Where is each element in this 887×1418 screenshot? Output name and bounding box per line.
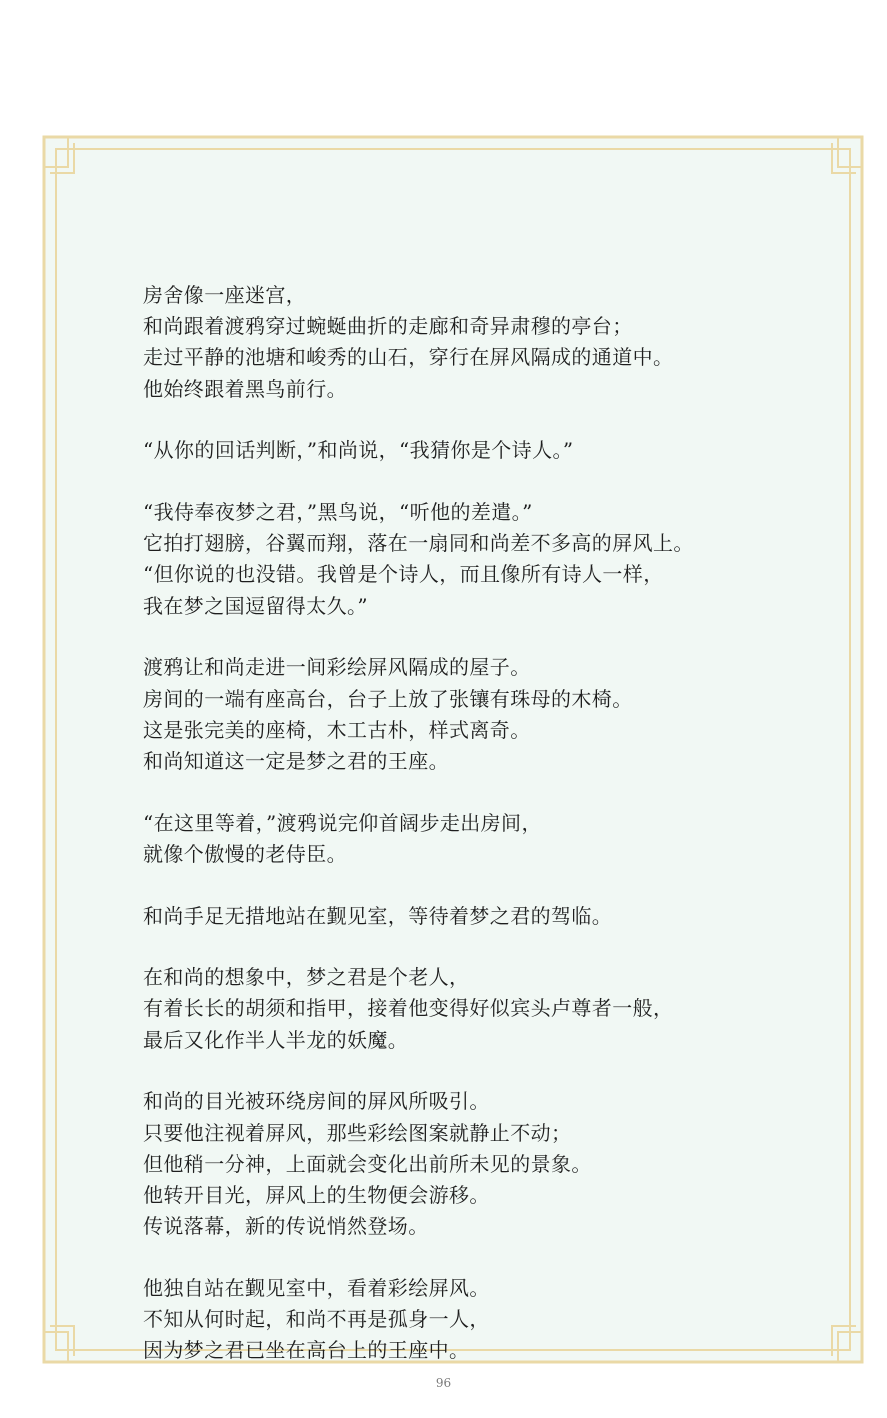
paragraph — [143, 1273, 803, 1367]
text-line: “从你的回话判断，”和尚说，“我猜你是个诗人。” — [143, 438, 574, 463]
text-line: 但他稍一分神，上面就会变化出前所未见的景象。 — [143, 1151, 592, 1176]
text-line: 和尚跟着渡鸦穿过蜿蜒曲折的走廊和奇异肃穆的亭台； — [143, 314, 633, 339]
text-line: 就像个傲慢的老侍臣。 — [143, 841, 347, 866]
text-line: 他转开目光，屏风上的生物便会游移。 — [143, 1182, 490, 1207]
text-line: 渡鸦让和尚走进一间彩绘屏风隔成的屋子。 — [143, 655, 531, 680]
text-line: 和尚手足无措地站在觐见室，等待着梦之君的驾临。 — [143, 903, 613, 928]
text-line: 因为梦之君已坐在高台上的王座中。 — [143, 1338, 470, 1363]
text-line: 有着长长的胡须和指甲，接着他变得好似宾头卢尊者一般， — [143, 996, 674, 1021]
text-line: 只要他注视着屏风，那些彩绘图案就静止不动； — [143, 1120, 572, 1145]
paragraph — [143, 435, 803, 466]
body-text — [143, 280, 803, 1397]
paragraph — [143, 652, 803, 777]
text-line: 我在梦之国逗留得太久。” — [143, 593, 369, 618]
text-line: 传说落幕，新的传说悄然登场。 — [143, 1214, 429, 1239]
text-line: 和尚的目光被环绕房间的屏风所吸引。 — [143, 1089, 490, 1114]
text-line: 他独自站在觐见室中，看着彩绘屏风。 — [143, 1275, 490, 1300]
paragraph — [143, 280, 803, 405]
text-line: 它拍打翅膀，谷翼而翔，落在一扇同和尚差不多高的屏风上。 — [143, 531, 694, 556]
paragraph — [143, 808, 803, 870]
text-line: 在和尚的想象中，梦之君是个老人， — [143, 965, 470, 990]
paragraph — [143, 901, 803, 932]
text-line: 和尚知道这一定是梦之君的王座。 — [143, 748, 449, 773]
paragraph — [143, 497, 803, 622]
text-line: 这是张完美的座椅，木工古朴，样式离奇。 — [143, 717, 531, 742]
paragraph — [143, 962, 803, 1056]
text-line: “在这里等着，”渡鸦说完仰首阔步走出房间， — [143, 810, 542, 835]
text-line: “但你说的也没错。我曾是个诗人，而且像所有诗人一样， — [143, 562, 664, 587]
text-line: 他始终跟着黑鸟前行。 — [143, 376, 347, 401]
text-line: “我侍奉夜梦之君，”黑鸟说，“听他的差遣。” — [143, 500, 533, 525]
text-line: 最后又化作半人半龙的妖魔。 — [143, 1027, 409, 1052]
paragraph — [143, 1086, 803, 1242]
page-number: 96 — [435, 1376, 452, 1390]
text-line: 不知从何时起，和尚不再是孤身一人， — [143, 1307, 490, 1332]
text-line: 走过平静的池塘和峻秀的山石，穿行在屏风隔成的通道中。 — [143, 345, 674, 370]
text-line: 房间的一端有座高台，台子上放了张镶有珠母的木椅。 — [143, 686, 633, 711]
text-line: 房舍像一座迷宫， — [143, 283, 307, 307]
